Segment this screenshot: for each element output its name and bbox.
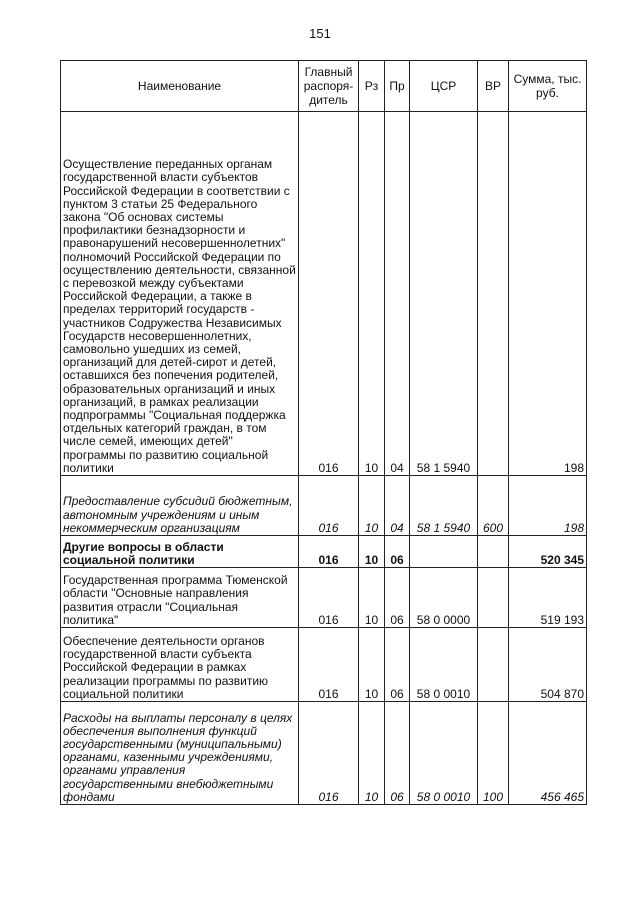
cell-rz: 10 <box>359 536 385 568</box>
cell-sum: 504 870 <box>509 628 587 702</box>
cell-vr <box>478 568 509 628</box>
cell-name: Осуществление переданных органам государственной власти субъектов Российской Федерации в соответствии с пунктом 3 статьи 25 Федерального закона "Об основах системы профилактики безнадзорности и правонарушений несовершеннолетних" полномочий Российской Федерации по осуществлению деятельности, связанной с перевозкой между субъектами Российской Федерации, а также в пределах территорий государств - участников Содружества Независимых Государств несовершеннолетних, самовольно ушедших из семей, организаций для детей-сирот и детей, оставшихся без попечения родителей, образовательных организаций и иных организаций, в рамках реализации подпрограммы "Социальная поддержка отдельных категорий граждан, в том числе семей, имеющих детей" программы по развитию социальной политики <box>61 112 299 476</box>
cell-rz: 10 <box>359 628 385 702</box>
table-row <box>61 702 587 805</box>
header-rz: Рз <box>359 61 385 112</box>
cell-pr: 06 <box>385 702 410 805</box>
cell-csr: 58 0 0010 <box>410 702 478 805</box>
header-glavny: Главный распоря-дитель <box>299 61 359 112</box>
cell-rz: 10 <box>359 568 385 628</box>
cell-gr: 016 <box>299 702 359 805</box>
cell-name: Предоставление субсидий бюджетным, автономным учреждениям и иным некоммерческим организациям <box>61 476 299 536</box>
cell-name: Обеспечение деятельности органов государственной власти субъекта Российской Федерации в рамках реализации программы по развитию социальной политики <box>61 628 299 702</box>
cell-sum: 198 <box>509 476 587 536</box>
cell-pr: 06 <box>385 536 410 568</box>
header-pr: Пр <box>385 61 410 112</box>
cell-rz: 10 <box>359 702 385 805</box>
table-row <box>61 536 587 568</box>
cell-vr: 100 <box>478 702 509 805</box>
cell-name: Государственная программа Тюменской области "Основные направления развития отрасли "Социальная политика" <box>61 568 299 628</box>
cell-pr: 06 <box>385 628 410 702</box>
budget-table <box>60 60 587 805</box>
cell-csr: 58 0 0000 <box>410 568 478 628</box>
cell-sum: 198 <box>509 112 587 476</box>
cell-rz: 10 <box>359 112 385 476</box>
header-sum: Сумма, тыс. руб. <box>509 61 587 112</box>
header-name: Наименование <box>61 61 299 112</box>
cell-name: Расходы на выплаты персоналу в целях обеспечения выполнения функций государственными (муниципальными) органами, казенными учреждениями, органами управления государственными внебюджетными фондами <box>61 702 299 805</box>
table-row <box>61 628 587 702</box>
cell-gr: 016 <box>299 476 359 536</box>
cell-sum: 520 345 <box>509 536 587 568</box>
cell-csr <box>410 536 478 568</box>
header-row <box>61 61 587 112</box>
cell-vr <box>478 628 509 702</box>
cell-vr <box>478 536 509 568</box>
header-vr: ВР <box>478 61 509 112</box>
header-csr: ЦСР <box>410 61 478 112</box>
table-row <box>61 112 587 476</box>
cell-pr: 04 <box>385 112 410 476</box>
cell-csr: 58 0 0010 <box>410 628 478 702</box>
page-number: 151 <box>309 26 331 41</box>
cell-vr: 600 <box>478 476 509 536</box>
table-row <box>61 568 587 628</box>
cell-gr: 016 <box>299 536 359 568</box>
cell-sum: 519 193 <box>509 568 587 628</box>
cell-pr: 04 <box>385 476 410 536</box>
cell-gr: 016 <box>299 112 359 476</box>
cell-csr: 58 1 5940 <box>410 112 478 476</box>
cell-name: Другие вопросы в области социальной политики <box>61 536 299 568</box>
cell-csr: 58 1 5940 <box>410 476 478 536</box>
cell-gr: 016 <box>299 628 359 702</box>
table-row <box>61 476 587 536</box>
cell-sum: 456 465 <box>509 702 587 805</box>
cell-gr: 016 <box>299 568 359 628</box>
cell-vr <box>478 112 509 476</box>
cell-rz: 10 <box>359 476 385 536</box>
cell-pr: 06 <box>385 568 410 628</box>
